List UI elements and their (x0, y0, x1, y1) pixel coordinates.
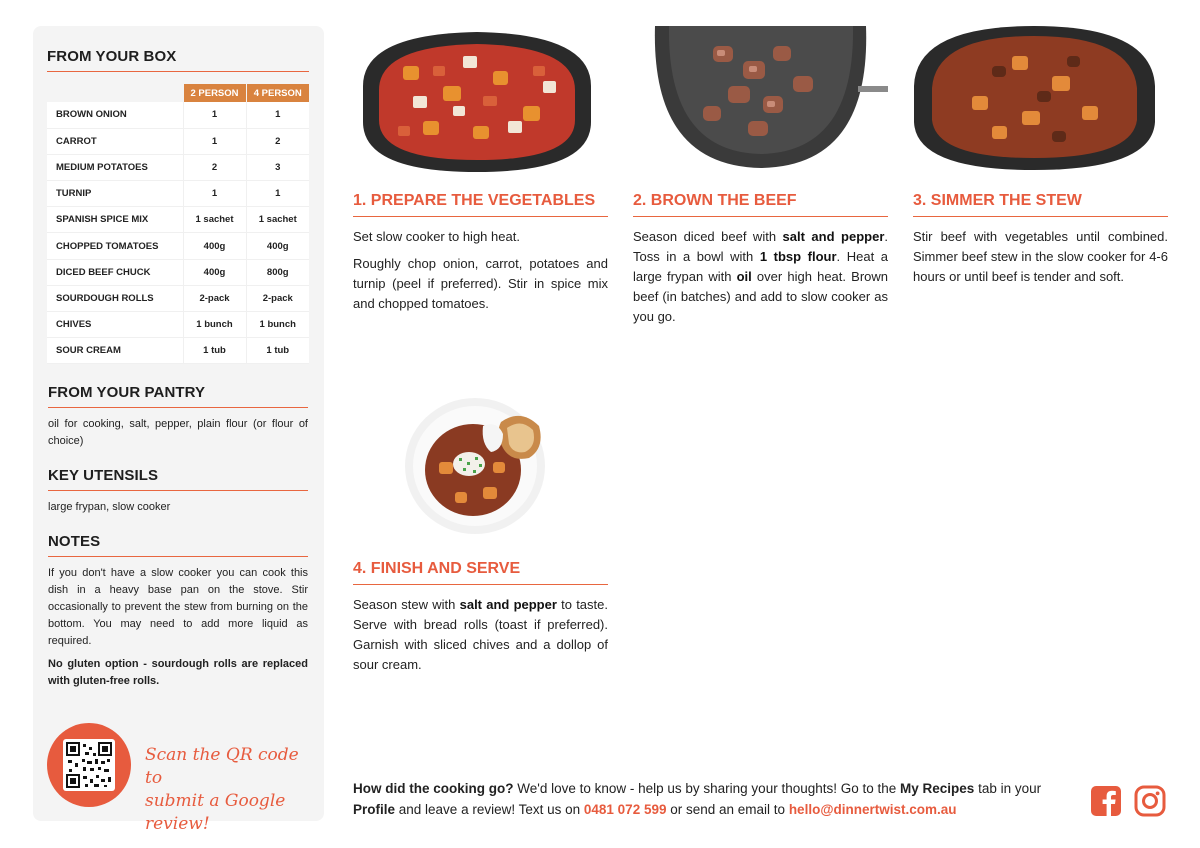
feedback-question: How did the cooking go? (353, 781, 514, 796)
qty-2-person: 1 bunch (183, 312, 246, 338)
pantry-title: FROM YOUR PANTRY (48, 384, 206, 401)
emphasis: 1 tbsp flour (759, 249, 837, 264)
text-run: to taste. Serve with bread rolls (toast if preferred). Garnish with sliced chives and a dollop of sour cream. (353, 597, 608, 672)
qty-4-person: 1 (246, 102, 309, 128)
ingredient-name: CHIVES (47, 312, 183, 338)
qty-2-person: 400g (183, 233, 246, 259)
ingredient-name: DICED BEEF CHUCK (47, 259, 183, 285)
feedback-footer (353, 778, 1073, 820)
ingredient-name: CHOPPED TOMATOES (47, 233, 183, 259)
section-divider (48, 490, 308, 491)
table-row (47, 338, 309, 364)
qty-4-person: 1 bunch (246, 312, 309, 338)
text-run: over high heat. Brown beef (in batches) and add to slow cooker as you go. (633, 269, 889, 324)
step-4-image (403, 392, 553, 537)
step-paragraph: Stir beef with vegetables until combined. Simmer beef stew in the slow cooker for 4-6 hours or until beef is tender and soft. (913, 229, 1168, 284)
qr-badge (47, 723, 131, 807)
ingredient-name: CARROT (47, 128, 183, 154)
text-run: . Toss in a bowl with (633, 229, 888, 264)
table-row (47, 312, 309, 338)
qr-caption-line: submit a Google review! (145, 791, 286, 834)
table-row (47, 102, 309, 128)
ingredient-name: SOURDOUGH ROLLS (47, 285, 183, 311)
gluten-note: No gluten option - sourdough rolls are replaced with gluten-free rolls. (48, 658, 308, 687)
qty-4-person: 800g (246, 259, 309, 285)
step-paragraph: Set slow cooker to high heat. (353, 229, 520, 244)
step-1 (353, 192, 608, 314)
table-row (47, 259, 309, 285)
step-2-image (633, 26, 888, 171)
qty-2-person: 2 (183, 154, 246, 180)
column-2-person: 2 PERSON (183, 84, 246, 102)
emphasis: salt and pepper (782, 229, 885, 244)
from-your-box-title: FROM YOUR BOX (47, 48, 177, 65)
ingredient-name: SPANISH SPICE MIX (47, 207, 183, 233)
phone-link[interactable]: 0481 072 599 (583, 802, 667, 817)
step-title: 1. PREPARE THE VEGETABLES (353, 192, 596, 209)
from-your-box-section (47, 48, 309, 72)
qty-2-person: 1 (183, 102, 246, 128)
qr-code-icon (63, 739, 115, 791)
step-paragraph (633, 227, 888, 327)
step-paragraph (353, 595, 608, 675)
text-run: and leave a review! Text us on (395, 802, 584, 817)
table-row (47, 154, 309, 180)
table-row (47, 128, 309, 154)
step-divider (353, 584, 608, 585)
step-title: 3. SIMMER THE STEW (913, 192, 1082, 209)
table-row (47, 207, 309, 233)
utensils-text: large frypan, slow cooker (48, 501, 171, 513)
ingredient-name: SOUR CREAM (47, 338, 183, 364)
qr-code[interactable] (63, 739, 115, 791)
step-1-image (353, 26, 601, 174)
notes-section (48, 533, 308, 690)
qty-4-person: 2 (246, 128, 309, 154)
emphasis: salt and pepper (459, 597, 557, 612)
qty-4-person: 3 (246, 154, 309, 180)
emphasis: oil (736, 269, 752, 284)
step-divider (353, 216, 608, 217)
step-divider (913, 216, 1168, 217)
qty-4-person: 400g (246, 233, 309, 259)
from-your-pantry-section (48, 384, 308, 450)
text-run: We'd love to know - help us by sharing your thoughts! Go to the (513, 781, 901, 796)
table-row (47, 285, 309, 311)
ingredients-sidebar (33, 26, 324, 834)
text-run: tab in your (974, 781, 1042, 796)
qty-4-person: 1 sachet (246, 207, 309, 233)
qr-caption-line: Scan the QR code to (145, 745, 299, 788)
section-divider (48, 556, 308, 557)
qty-2-person: 1 (183, 128, 246, 154)
qty-2-person: 2-pack (183, 285, 246, 311)
pantry-text: oil for cooking, salt, pepper, plain flour (or flour of choice) (48, 418, 308, 447)
section-divider (47, 71, 309, 72)
section-divider (48, 407, 308, 408)
qty-4-person: 1 (246, 181, 309, 207)
qty-4-person: 2-pack (246, 285, 309, 311)
profile-link[interactable]: Profile (353, 802, 396, 817)
step-3-image (912, 26, 1157, 171)
facebook-icon[interactable] (1090, 785, 1122, 817)
text-run: or send an email to (666, 802, 789, 817)
notes-title: NOTES (48, 533, 101, 550)
email-link[interactable]: hello@dinnertwist.com.au (788, 802, 957, 817)
qty-2-person: 1 sachet (183, 207, 246, 233)
table-row (47, 181, 309, 207)
key-utensils-section (48, 467, 308, 516)
text-run: Season diced beef with (633, 229, 783, 244)
step-4 (353, 560, 608, 675)
text-run: Season stew with (353, 597, 460, 612)
step-title: 2. BROWN THE BEEF (633, 192, 797, 209)
qr-caption (145, 744, 315, 836)
qty-4-person: 1 tub (246, 338, 309, 364)
ingredient-name: BROWN ONION (47, 102, 183, 128)
ingredients-table (47, 84, 309, 364)
notes-text: If you don't have a slow cooker you can cook this dish in a heavy base pan on the stove. Stir occasionally to prevent the stew from burning on the bottom. You may need to add more liquid as required. (48, 567, 308, 647)
step-title: 4. FINISH AND SERVE (353, 560, 521, 577)
text-run: . Heat a large frypan with (633, 249, 889, 284)
instagram-icon[interactable] (1134, 785, 1166, 817)
qty-2-person: 1 tub (183, 338, 246, 364)
column-4-person: 4 PERSON (246, 84, 309, 102)
table-row (47, 233, 309, 259)
step-2 (633, 192, 888, 327)
ingredient-name: TURNIP (47, 181, 183, 207)
my-recipes-link[interactable]: My Recipes (900, 781, 975, 796)
step-paragraph: Roughly chop onion, carrot, potatoes and turnip (peel if preferred). Stir in spice mix and chopped tomatoes. (353, 256, 608, 311)
ingredient-name: MEDIUM POTATOES (47, 154, 183, 180)
utensils-title: KEY UTENSILS (48, 467, 159, 484)
step-3 (913, 192, 1168, 287)
qty-2-person: 400g (183, 259, 246, 285)
step-divider (633, 216, 888, 217)
qty-2-person: 1 (183, 181, 246, 207)
